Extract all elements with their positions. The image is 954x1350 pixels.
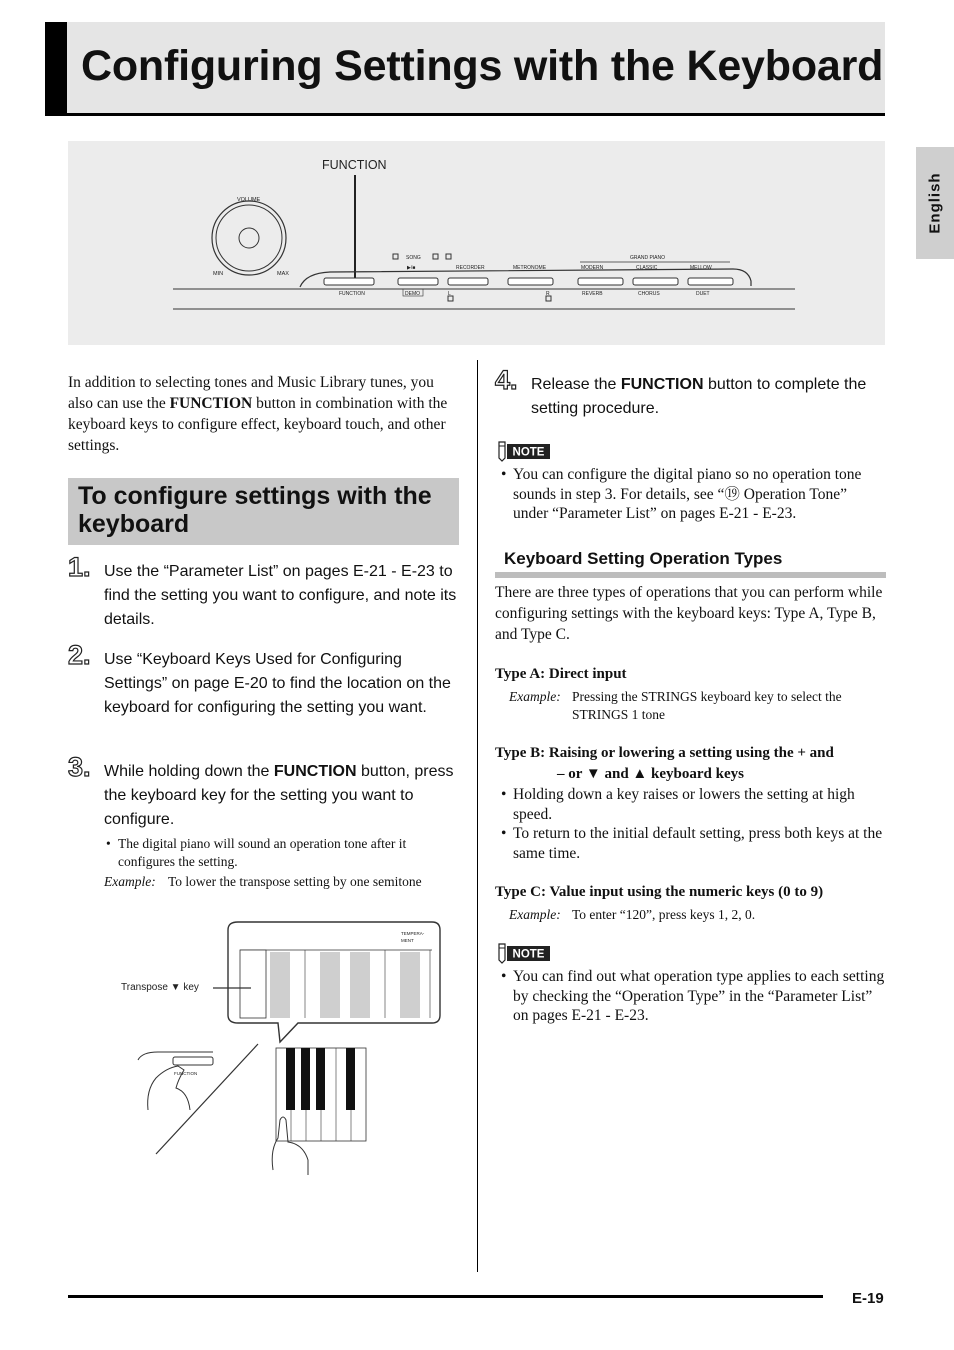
mellow-button bbox=[688, 278, 733, 285]
step-number: 4. bbox=[495, 365, 518, 395]
note2-bullet bbox=[501, 967, 886, 1026]
step4-text-post: button to complete the setting procedure. bbox=[531, 376, 867, 417]
transpose-key-label: Transpose ▼ key bbox=[121, 982, 199, 993]
transpose-key-figure bbox=[118, 920, 448, 1178]
step-text: Use “Keyboard Keys Used for Configuring Settings” on page E-20 to find the location on the keyboard for configuring the setting you want. bbox=[104, 651, 451, 716]
chorus-label: CHORUS bbox=[638, 291, 660, 297]
duet-label: DUET bbox=[696, 291, 710, 297]
classic-label: CLASSIC bbox=[636, 265, 658, 271]
intro-bold-function: FUNCTION bbox=[169, 395, 253, 412]
intro-paragraph bbox=[68, 372, 460, 456]
type-b-heading bbox=[495, 743, 886, 785]
volume-dial-outer bbox=[212, 201, 286, 275]
type-a-heading: Type A: Direct input bbox=[495, 666, 627, 682]
classic-button bbox=[633, 278, 678, 285]
section-heading-bar bbox=[68, 478, 459, 545]
section-title: To configure settings with the keyboard bbox=[78, 482, 432, 538]
function-button-mini bbox=[173, 1057, 213, 1065]
function-callout-label: FUNCTION bbox=[322, 158, 387, 172]
reverb-label: REVERB bbox=[582, 291, 603, 297]
zoom-white-key-1 bbox=[240, 950, 266, 1018]
piano-black-key-2 bbox=[301, 1048, 310, 1110]
function-button bbox=[324, 278, 374, 285]
kb-intro-paragraph: There are three types of operations that you can perform while configuring settings with the keyboard keys: Type A, Type B, and Type C. bbox=[495, 584, 883, 643]
volume-label: VOLUME bbox=[237, 197, 261, 203]
note-badge bbox=[496, 940, 552, 969]
title-underline bbox=[45, 113, 885, 116]
intro-text-1: In addition to selecting tones and Music Library tunes, you also can use the bbox=[68, 374, 434, 412]
recorder-led-2 bbox=[446, 254, 451, 259]
page-number: E-19 bbox=[852, 1290, 884, 1307]
example-text: Pressing the STRINGS keyboard key to select the STRINGS 1 tone bbox=[572, 689, 842, 722]
type-b-bullet-text: Holding down a key raises or lowers the setting at high speed. bbox=[513, 786, 855, 823]
bullet-dot: • bbox=[501, 786, 507, 803]
step3-text-pre: While holding down the bbox=[104, 763, 274, 780]
note-label: NOTE bbox=[512, 446, 545, 459]
step3-text-post: button, press the keyboard key for the setting you want to configure. bbox=[104, 763, 454, 828]
recorder-led-1 bbox=[433, 254, 438, 259]
step3-bold-function: FUNCTION bbox=[273, 763, 357, 780]
demo-label: DEMO bbox=[405, 291, 420, 297]
step3-example bbox=[104, 873, 460, 891]
temperament-label-1: TEMPERA- bbox=[401, 931, 425, 936]
recorder-button bbox=[448, 278, 488, 285]
step-text bbox=[531, 373, 886, 421]
language-label: English bbox=[926, 172, 944, 234]
volume-min-label: MIN bbox=[213, 271, 224, 277]
metronome-button bbox=[508, 278, 553, 285]
piano-black-key-3 bbox=[316, 1048, 325, 1110]
temperament-label-2: MENT bbox=[401, 938, 414, 943]
volume-max-label: MAX bbox=[277, 271, 289, 277]
note-icon bbox=[496, 438, 552, 462]
volume-dial-knob bbox=[239, 228, 259, 248]
step4-bold-function: FUNCTION bbox=[620, 376, 704, 393]
note-badge bbox=[496, 438, 552, 467]
intro-text-2: button in combination with the keyboard keys to configure effect, keyboard touch, and other settings. bbox=[68, 395, 448, 454]
song-button bbox=[398, 278, 438, 285]
bullet-dot: • bbox=[501, 825, 507, 842]
step3-bullet-text: The digital piano will sound an operation tone after it configures the setting. bbox=[118, 836, 407, 869]
subsection-heading bbox=[495, 547, 886, 578]
footer-rule bbox=[68, 1295, 823, 1298]
type-b-heading-line1: Type B: Raising or lowering a setting using the + and bbox=[495, 745, 834, 761]
metronome-label: METRONOME bbox=[513, 265, 547, 271]
piano-black-key-1 bbox=[286, 1048, 295, 1110]
type-b-bullet-text: To return to the initial default setting, press both keys at the same time. bbox=[513, 825, 883, 862]
song-label: SONG bbox=[406, 255, 421, 261]
subsection-title: Keyboard Setting Operation Types bbox=[504, 549, 783, 568]
zoom-black-key-2 bbox=[320, 952, 340, 1018]
play-stop-label: ▶/■ bbox=[407, 265, 416, 271]
zoom-black-key-1 bbox=[270, 952, 290, 1018]
keyboard-illustration bbox=[118, 920, 448, 1178]
control-panel-figure bbox=[68, 141, 885, 345]
bullet-dot: • bbox=[106, 836, 111, 851]
type-b-heading-line2: – or ▼ and ▲ keyboard keys bbox=[557, 766, 744, 782]
step3-bullet bbox=[106, 835, 460, 871]
example-text: To enter “120”, press keys 1, 2, 0. bbox=[572, 907, 756, 922]
step-text bbox=[104, 760, 460, 832]
type-b-bullet bbox=[501, 785, 886, 824]
example-label: Example: bbox=[509, 907, 561, 922]
example-label: Example: bbox=[509, 689, 561, 704]
type-c-heading: Type C: Value input using the numeric keys (0 to 9) bbox=[495, 884, 824, 900]
modern-label: MODERN bbox=[581, 265, 604, 271]
step-text: Use the “Parameter List” on pages E-21 - E-23 to find the setting you want to configure, and note its details. bbox=[104, 563, 457, 628]
zoom-black-key-3 bbox=[350, 952, 370, 1018]
page-title: Configuring Settings with the Keyboard bbox=[81, 42, 884, 90]
r-label: R bbox=[546, 291, 550, 297]
bullet-dot: • bbox=[501, 968, 507, 985]
step-number: 2. bbox=[68, 640, 91, 670]
column-divider bbox=[477, 360, 478, 1272]
control-panel-illustration bbox=[68, 141, 885, 345]
function-lower-label: FUNCTION bbox=[339, 291, 365, 297]
title-accent-block bbox=[45, 22, 67, 114]
step-number: 1. bbox=[68, 552, 91, 582]
volume-dial-ring bbox=[216, 205, 282, 271]
example-label: Example: bbox=[104, 874, 156, 889]
modern-button bbox=[578, 278, 623, 285]
note2-text: You can find out what operation type applies to each setting by checking the “Operation Type” in the “Parameter List” on pages E-21 - E-23. bbox=[513, 968, 885, 1024]
language-side-tab bbox=[916, 147, 954, 259]
type-c-example bbox=[509, 906, 886, 924]
type-a-example bbox=[509, 688, 886, 724]
bullet-dot: • bbox=[501, 466, 507, 483]
recorder-label: RECORDER bbox=[456, 265, 485, 271]
song-led bbox=[393, 254, 398, 259]
grand-piano-label: GRAND PIANO bbox=[630, 255, 666, 261]
step-number: 3. bbox=[68, 752, 91, 782]
piano-black-key-4 bbox=[346, 1048, 355, 1110]
note1-bullet bbox=[501, 465, 886, 524]
note-label: NOTE bbox=[512, 948, 545, 961]
note1-text: You can configure the digital piano so no operation tone sounds in step 3. For details, see “⑲ Operation Tone” under “Parameter List” on pages E-21 - E-23. bbox=[513, 466, 862, 522]
title-bar bbox=[45, 22, 885, 114]
example-text: To lower the transpose setting by one semitone bbox=[168, 874, 422, 889]
subsection-underline bbox=[495, 572, 886, 578]
function-mini-label: FUNCTION bbox=[174, 1071, 198, 1076]
mellow-label: MELLOW bbox=[690, 265, 712, 271]
type-b-bullet bbox=[501, 824, 886, 863]
note-icon bbox=[496, 940, 552, 964]
step4-text-pre: Release the bbox=[531, 376, 621, 393]
l-label: L bbox=[448, 291, 451, 297]
zoom-black-key-4 bbox=[400, 952, 420, 1018]
